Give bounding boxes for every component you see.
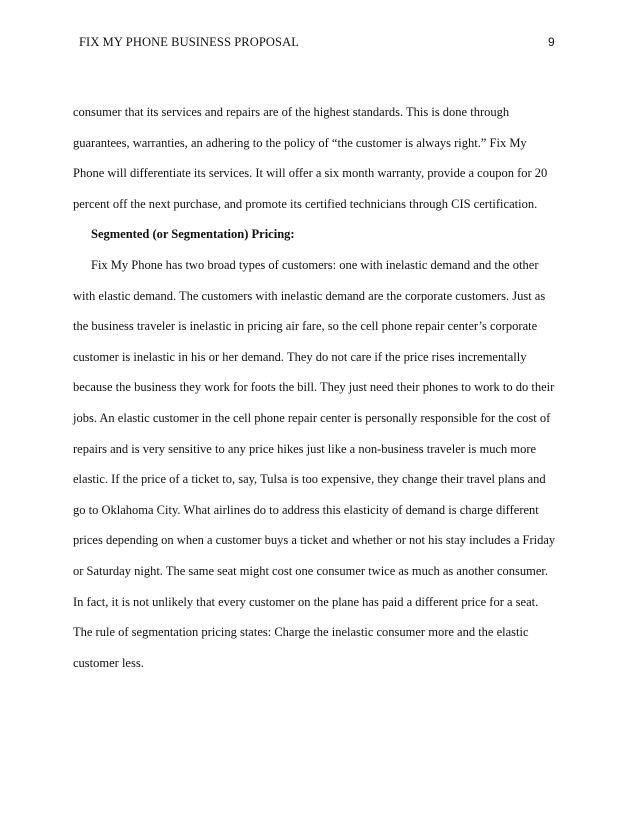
text-line: repairs and is very sensitive to any price hikes just like a non-business traveler is much more [73, 441, 537, 456]
text-line: elastic. If the price of a ticket to, say, Tulsa is too expensive, they change their travel plans and [73, 472, 546, 487]
text-line: Fix My Phone has two broad types of customers: one with inelastic demand and the other [91, 257, 539, 272]
text-line: jobs. An elastic customer in the cell phone repair center is personally responsible for the cost of [73, 410, 551, 425]
continuation-paragraph [73, 97, 583, 219]
text-line: consumer that its services and repairs are of the highest standards. This is done through [73, 105, 510, 119]
document-body [73, 97, 583, 678]
text-line: or Saturday night. The same seat might cost one consumer twice as much as another consumer. [73, 563, 548, 578]
section-heading: Segmented (or Segmentation) Pricing: [91, 227, 295, 242]
running-head: FIX MY PHONE BUSINESS PROPOSAL [79, 35, 299, 49]
text-line: customer less. [73, 655, 144, 670]
page-number: 9 [548, 35, 555, 49]
text-line: The rule of segmentation pricing states: Charge the inelastic consumer more and the elastic [73, 625, 529, 640]
text-line: In fact, it is not unlikely that every customer on the plane has paid a different price for a seat. [73, 594, 539, 609]
text-line: customer is inelastic in his or her demand. They do not care if the price rises incrementally [73, 349, 527, 364]
text-line: guarantees, warranties, an adhering to the policy of “the customer is always right.” Fix My [73, 135, 527, 150]
text-line: Phone will differentiate its services. It will offer a six month warranty, provide a coupon for 20 [73, 166, 548, 181]
text-line: go to Oklahoma City. What airlines do to address this elasticity of demand is charge different [73, 502, 539, 517]
segmentation-paragraph [73, 250, 583, 678]
text-line: the business traveler is inelastic in pricing air fare, so the cell phone repair center’s corporate [73, 319, 538, 334]
text-line: prices depending on when a customer buys a ticket and whether or not his stay includes a Friday [73, 533, 556, 548]
text-line: percent off the next purchase, and promote its certified technicians through CIS certification. [73, 196, 538, 211]
text-line: with elastic demand. The customers with inelastic demand are the corporate customers. Just as [73, 288, 546, 303]
text-line: because the business they work for foots the bill. They just need their phones to work to do their [73, 380, 555, 395]
